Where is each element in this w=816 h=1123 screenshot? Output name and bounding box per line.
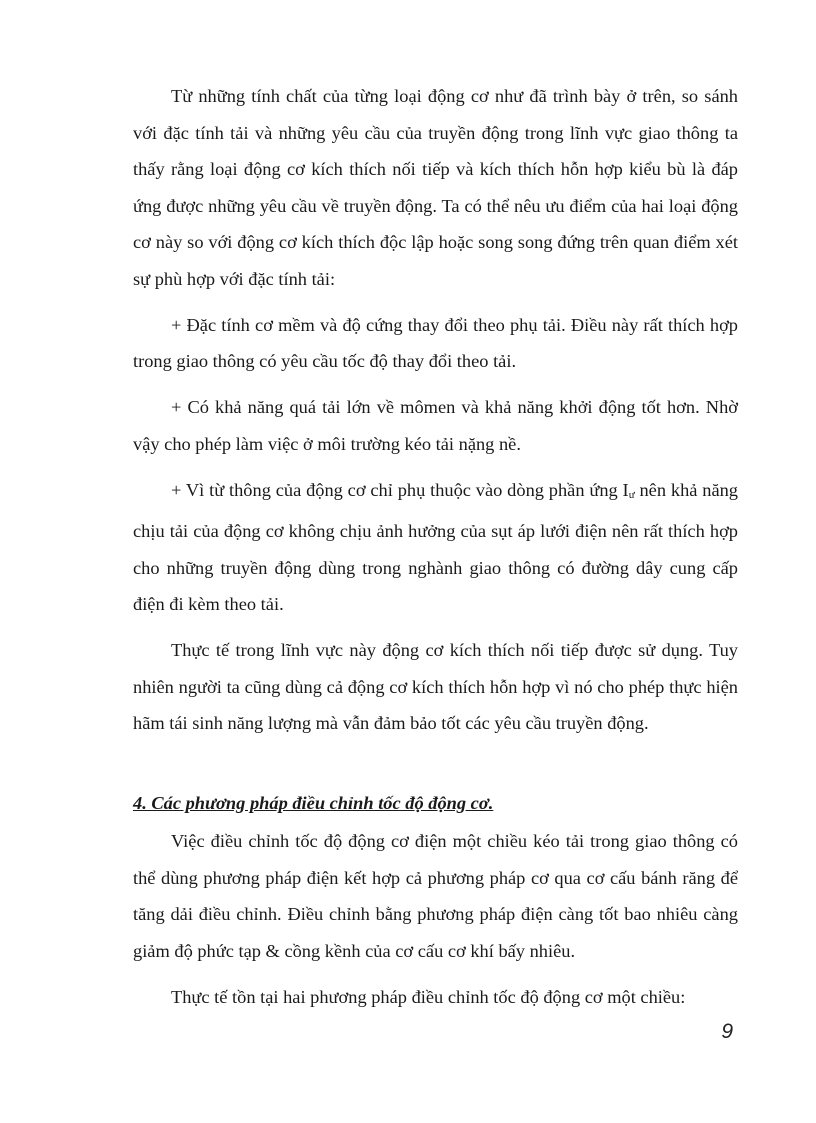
paragraph-soft-characteristic: + Đặc tính cơ mềm và độ cứng thay đổi theo phụ tải. Điều này rất thích hợp trong giao thông có yêu cầu tốc độ thay đổi theo tải. [133,314,738,371]
section-body [133,823,738,1015]
section-heading: 4. Các phương pháp điều chỉnh tốc độ động cơ. [133,793,494,813]
paragraph-flux-dependence [133,472,738,623]
paragraph-intro: Từ những tính chất của từng loại động cơ như đã trình bày ở trên, so sánh với đặc tính tải và những yêu cầu của truyền động trong lĩnh vực giao thông ta thấy rằng loại động cơ kích thích nối tiếp và kích thích hỗn hợp kiểu bù là đáp ứng được những yêu cầu về truyền động. Ta có thể nêu ưu điểm của hai loại động cơ này so với động cơ kích thích độc lập hoặc song song đứng trên quan điểm xét sự phù hợp với đặc tính tải: [133,86,738,289]
paragraph-two-methods: Thực tế tồn tại hai phương pháp điều chỉnh tốc độ động cơ một chiều: [171,986,686,1007]
page-body [133,78,738,742]
paragraph-speed-control: Việc điều chỉnh tốc độ động cơ điện một chiều kéo tải trong giao thông có thể dùng phương pháp điện kết hợp cả phương pháp cơ qua cơ cấu bánh răng để tăng dải điều chỉnh. Điều chỉnh bằng phương pháp điện càng tốt bao nhiêu càng giảm độ phức tạp & cồng kềnh của cơ cấu cơ khí bấy nhiêu. [133,831,738,961]
paragraph-practical-use: Thực tế trong lĩnh vực này động cơ kích thích nối tiếp được sử dụng. Tuy nhiên người ta cũng dùng cả động cơ kích thích hỗn hợp vì nó cho phép thực hiện hãm tái sinh năng lượng mà vẫn đảm bảo tốt các yêu cầu truyền động. [133,640,738,733]
page-number: 9 [721,1020,733,1043]
flux-text-before: + Vì từ thông của động cơ chỉ phụ thuộc vào dòng phần ứng I [171,479,629,500]
paragraph-overload-capacity: + Có khả năng quá tải lớn về mômen và khả năng khởi động tốt hơn. Nhờ vậy cho phép làm việc ở môi trường kéo tải nặng nề. [133,397,738,454]
flux-text-after: nên khả năng chịu tải của động cơ không chịu ảnh hưởng của sụt áp lưới điện nên rất thích hợp cho những truyền động dùng trong nghành giao thông có đường dây cung cấp điện đi kèm theo tải. [133,479,738,614]
armature-current-subscript: ư [628,488,635,501]
